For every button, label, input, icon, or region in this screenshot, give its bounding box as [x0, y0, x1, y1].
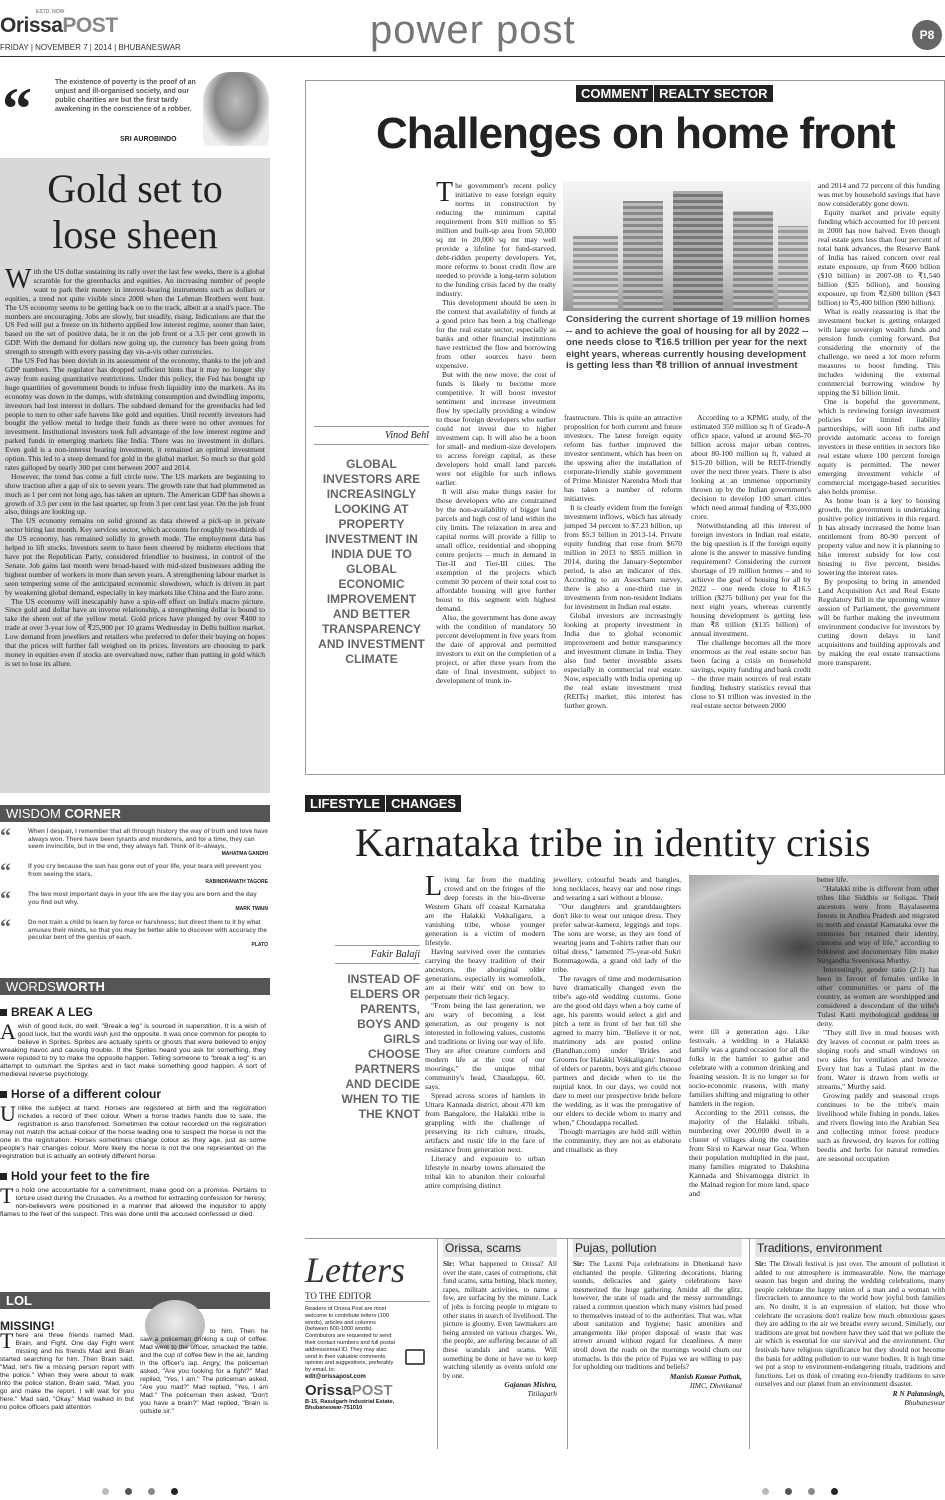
- letters-address-2: Bhubaneswar-751010: [305, 1404, 363, 1411]
- wisdom-title-a: WISDOM: [6, 806, 61, 821]
- aurobindo-portrait: [203, 72, 269, 146]
- letter-item: [749, 1239, 945, 1449]
- page-number-badge: [912, 20, 942, 50]
- quote-icon: “: [0, 823, 11, 848]
- letters-email: edit@orissapost.com: [305, 1373, 366, 1380]
- gold-p2: The US Fed has been dovish in its assessment of the economy, thanks to the job and GDP numbers. The regulator has dropped sufficient hints that it may no longer shy away from easing quantitative restrictions. Under this policy, the Fed has bought up huge quantities of government bonds to infuse fresh liquidity into the markets. As its economy was down in the dumps, with shrinking consumption and dwindling imports, investors had lost interest in dollars. The subdued demand for the greenbacks had led people to turn to other safe havens like gold and equities. Until recently investors had bought the yellow metal to hedge their funds as there were no other avenues for investment. Institutional investors took full advantage of the low interest regime and parked funds in emerging markets like India. There was no investment in dollars. Even gold is a non-interest bearing investment, it remained an optimal investment option. This led to a steep demand for gold in the global market. So much so that gold rates galloped by nearly 300 per cent between 2007 and 2014.: [5, 356, 265, 472]
- realty-byline: Vinod Behl: [314, 426, 429, 445]
- tribe-byline-block: [335, 945, 420, 1122]
- letters-subtitle: TO THE EDITOR: [305, 1291, 430, 1302]
- lol-text-left: There are three friends named Mad, Brain, and Fight. One day Fight went missing and his friends Mad and Brain started searching for him. Then Brain said, "Mad, let's file a missing person report with the police." When they were about to walk into the police station, Brain said, "Mad, you go and make the report. I will wait for you here." Mad said, "Okay." Mad walked in but no police officers paid attention: [0, 1328, 134, 1411]
- letter-author: R N Palatasingh,: [892, 1388, 945, 1398]
- quote-icon: “: [0, 858, 11, 884]
- wisdom-quote: [0, 823, 268, 858]
- wisdom-quote: [0, 858, 268, 886]
- registration-dot-icon: [785, 1488, 792, 1495]
- gold-body: [5, 264, 265, 669]
- wisdom-corner: [0, 805, 270, 970]
- tribe-article: [305, 795, 945, 1235]
- letter-headline: Orissa, scams: [443, 1239, 557, 1257]
- letter-headline: Traditions, environment: [755, 1239, 945, 1257]
- wisdom-quote: [0, 886, 268, 914]
- realty-tags: [576, 85, 773, 103]
- letter-author: Manish Kumar Pathak,: [669, 1371, 742, 1381]
- dateline: FRIDAY | NOVEMBER 7 | 2014 | BHUBANESWAR: [0, 43, 181, 52]
- section-title: power post: [370, 8, 576, 52]
- tribe-col-3: were till a generation ago. Like festivals, a wedding in a Halakki family was a grand occasion for all the folks in the hamlet to gather and celebrate with a common drinking and feasting session. It is no longer so for socio-economic reasons, with many families shifting and migrating to other hamlets in the region. According to the 2011 census, the majority of the Halakki tribals, numbering over 200,000 dwell in a cluster of villages along the coastline from Sirsi to Karwar near Goa. When their population multiplied in the past, many families migrated to Dakshina Kannada and Shivamogga district in the Malnad region for more land, space and: [689, 1027, 809, 1198]
- quote-box: [0, 70, 270, 150]
- tribe-col-2: jewellery, colourful beads and bangles, long necklaces, heavy ear and nose rings and wearing a sari without a blouse. "Our daughters and granddaughters don't like to wear our unique dress. They prefer salwar-kameez, leggings and tops. The sons are worse, as they are fond of wearing jeans and T-shirts rather than our tribal dress," lamented 75-year-old Sukri Bommagowda, a grand old lady of the tribe. The ravages of time and modernisation have dramatically changed even the tribe's age-old wedding customs. Gone are the good old days when a boy came of age, his parents would select a girl and pitch a tent in front of her hut till she agreed to marry him. "Believe it or not, matrimony ads are posted online (Bandhan.com) under 'Brides and Grooms for Halakki Vokkaligaru'. Instead of elders or parents, boys and girls choose partners and decide when to tie the nuptial knot. In our days, we could not dare to meet our prospective bride before the wedding, as it was the prerogative of our elders to decide whom to marry and when," Choudappa recalled. Though marriages are held still within the community, they are not as elaborate and ritualistic as they: [553, 875, 681, 1154]
- logo-orissa: Orissa: [0, 14, 63, 37]
- registration-dot-icon: [171, 1488, 178, 1495]
- wordsworth-item-head: Hold your feet to the fire: [0, 1169, 266, 1183]
- wordsworth: [0, 978, 270, 1284]
- registration-dot-icon: [125, 1488, 132, 1495]
- masthead: [0, 0, 945, 60]
- logo-tag: ESTD. NOW: [36, 9, 65, 15]
- quote-text: The existence of poverty is the proof of an unjust and ill-organised society, and our public charities are but the first tardy awakening in the conscience of a robber.: [55, 79, 196, 113]
- letters-logo-post: POST: [351, 1381, 393, 1399]
- gold-headline: Gold set to lose sheen: [47, 166, 223, 257]
- letters-section: [305, 1238, 945, 1453]
- logo-post: POST: [62, 14, 118, 37]
- page-number: P8: [919, 28, 935, 42]
- wordsworth-header: [0, 978, 270, 995]
- quote-author: SRI AUROBINDO: [120, 136, 177, 143]
- mail-icon: [405, 1349, 425, 1365]
- wordsworth-title-a: WORDS: [6, 979, 56, 994]
- quote-icon: “: [0, 913, 11, 939]
- realty-byline-block: [314, 426, 429, 667]
- tag-changes: CHANGES: [386, 795, 461, 812]
- wisdom-text: The two most important days in your life are the day you are born and the day you find out why.: [28, 891, 257, 906]
- realty-pullquote: GLOBAL INVESTORS ARE INCREASINGLY LOOKING AT PROPERTY INVESTMENT IN INDIA DUE TO GLOBAL ECONOMIC IMPROVEMENT AND BETTER TRANSPARENCY AND INVESTMENT CLIMATE: [318, 457, 425, 666]
- letters-logo: [305, 1382, 430, 1399]
- wordsworth-item-text: To hold one accountable for a commitment, make good on a promise. Pertains to torture used during the Crusades. As a method for extracting confession for heresy, non-believers were positioned in a manner that allowed the inquisitor to apply flames to the feet of the suspect. This was done until the accused confessed or died.: [0, 1183, 266, 1218]
- registration-marks-left: [0, 1482, 280, 1500]
- realty-col-2: frastructure. This is quite an attractive proposition for both current and future investors. The latest foreign equity reform has further improved the investor sentiment, which has been on the upswing after the installation of corporate-friendly stable government of Prime Minister Narendra Modi that has taken a number of reform initiatives. It is clearly evident from the foreign investment inflows, which has already jumped 34 percent to $7.23 billion, up from $5.3 billion in 2013-14. Private equity funding that rose from $670 million in 2013 to $855 million in 2014, during the January-September period, is also an indicator of this. According to an Assocham survey, there is also a one-third rise in investments from non-resident Indians for investment in Indian real estate. Global investors are increasingly looking at property investment in India due to global economic improvement and better transparency and investment climate in India. They also find better investible assets especially in commercial real estate. Now, especially with India opening up the real estate investment trust (REITs) market, this interest has further grown.: [564, 413, 682, 710]
- lol-text-right: to him. Then he saw a policeman drinking a cup of coffee. Mad went to the officer, smacked the table, and the cup of coffee flew in the air, landing in the officer's lap. Angry, the policeman asked, "Are you looking for a fight?" Mad replied, "Yes, I am." The policeman asked, "Are you mad?" Mad replied, "Yes, I am Mad." The policeman then asked, "Don't you have a brain?" Mad replied, "Brain is outside sir.": [140, 1328, 268, 1415]
- wisdom-quote: [0, 913, 268, 949]
- registration-dot-icon: [102, 1488, 109, 1495]
- gold-dropcap: W: [5, 264, 32, 295]
- tag-comment: COMMENT: [576, 85, 653, 102]
- tribe-pullquote: INSTEAD OF ELDERS OR PARENTS, BOYS AND GIRLS CHOOSE PARTNERS AND DECIDE WHEN TO TIE THE KNOT: [341, 972, 420, 1121]
- wisdom-author: RABINDRANATH TAGORE: [205, 878, 268, 885]
- masthead-rule: [0, 56, 945, 57]
- lol-section: [0, 1292, 270, 1452]
- building-photo: [563, 181, 811, 311]
- letter-place: Titilagarh: [527, 1389, 557, 1399]
- lol-header: LOL: [0, 1292, 270, 1309]
- realty-headline: Challenges on home front: [376, 109, 895, 158]
- tribe-byline: Fakir Balaji: [335, 945, 420, 964]
- letters-masthead: [305, 1249, 430, 1444]
- wisdom-text: When I despair, I remember that all through history the way of truth and love have always won. There have been tyrants and murderers, and for a time, they can seem invincible, but in the end, they always fall. Think of it--always.: [28, 828, 268, 851]
- tribe-col-4: better life. "Halakki tribe is different from other tribes like Siddhis or Soligas. Their ancestors were from Rayalaseema forests in Andhra Pradesh and migrated to north and coastal Karnataka over the centuries but retained their identity, customs and way of life," according to folklorist and documentary film maker Sirigandha Sreenivasa Murthy. Interestingly, gender ratio (2:1) has been in favour of females unlike in other communities or parts of the country, as women are worshipped and considered a descendant of the tribe's Tulasi Katti mythological goddess or deity. "They still live in mud houses with dry leaves of coconut or palm trees as sloping roofs and small windows on two sides for ventilation and breeze. Every hut has a Tulasi plant in the front. Water is drawn from wells or streams," Murthy said. Growing paddy and seasonal crops continues to be the tribe's main livelihood while fishing in ponds, lakes and rivers flowing into the Arabian Sea and collecting minor forest produce such as firewood, dry leaves for rolling beedis and herbs for natural remedies are seasonal occupation: [817, 875, 939, 1163]
- registration-dot-icon: [831, 1488, 838, 1495]
- logo: [0, 14, 118, 38]
- letter-author: Gajanan Mishra,: [504, 1380, 557, 1390]
- wisdom-text: Do not train a child to learn by force or harshness; but direct them to it by what amuses their minds, so that you may be better able to discover with accuracy the peculiar bent of the genius of each.: [28, 918, 267, 942]
- letter-place: Bhubaneswar: [904, 1397, 945, 1407]
- lol-headline: MISSING!: [0, 1319, 55, 1333]
- gold-p1: ith the US dollar sustaining its rally over the last few weeks, there is a global scramble for the greenbacks and equities. An increasing number of people want to park their money in interest-bearing instruments such as dollars or equities, a trend not quite visible since 2008 when the Lehman Brothers went bust. The US economy seems to be getting back on to the track, albeit at a snail's pace. The numbers are encouraging. Jobs are slowly, but steadily, rising. Indications are that the US Fed will put a freeze on its hitherto applied low interest regime, sooner than later, based on the set of positive data, be it on the job front or a 3.5 per cent growth in GDP. With the demand for dollars now going up, the currency has been going from strength to strength with every passing day vis-a-vis other currencies.: [5, 267, 265, 357]
- gold-p5: The US economy will inescapably have a spin-off effect on India's macro picture. Since gold and dollar have an inverse relationship, a strengthening dollar is bound to take the sheen out of the yellow metal. Gold prices have plunged by over ₹400 to trade at over 3-year low of ₹25,900 per 10 grams Wednesday in Delhi bullion market. Low demand from jewellers and retailers who preferred to defer their buying on hopes that the prices will further fall weighed on its prices. Investors are choosing to park money in equities even if stocks are overvalued now, rather than putting in gold which is set to lose its allure.: [5, 596, 265, 668]
- quote-icon: “: [0, 886, 11, 912]
- wisdom-header: [0, 805, 270, 822]
- wisdom-title-b: CORNER: [64, 806, 121, 821]
- letters-title: Letters: [305, 1250, 406, 1290]
- registration-dot-icon: [148, 1488, 155, 1495]
- letters-info: Readers of Orissa Post are most welcome to contribute letters (100 words), articles and columns (between 600-1000 words). Contributors are requested to send their contact numbers and full postal address/email ID. They may also send in their valuable comments, opinion and suggestions, preferably by email, to:: [305, 1306, 395, 1374]
- letter-item: [567, 1239, 742, 1449]
- wisdom-author: MARK TWAIN: [235, 906, 268, 913]
- quote-icon: “: [2, 76, 32, 142]
- tag-lifestyle: LIFESTYLE: [305, 795, 385, 812]
- letter-body: Sir: The Laxmi Puja celebrations in Dhenkanal have enchanted the people. Glittering decorations, blaring sounds, delicacies and gaiety celebrations have mesmerized the huge gathering. Amidst all the glitz, however, the state of roads and the messy surroundings raised a common question which many visitors had posed to themselves instead of to the authorities. That was, what about sanitation and hygiene; basic amenities and arrangements like proper disposal of waste that was strewn around without regard for cleanliness. A mere stroll down the roads on the mornings would churn our stomachs. Is this the price of Pujas we are willing to pay for upholding our traditions and beliefs?: [573, 1260, 743, 1372]
- wordsworth-item-head: Horse of a different colour: [0, 1087, 266, 1101]
- wisdom-author: MAHATMA GANDHI: [221, 850, 268, 857]
- wordsworth-title-b: WORTH: [55, 979, 105, 994]
- registration-dot-icon: [808, 1488, 815, 1495]
- realty-col-1: T he government's recent policy initiative to ease foreign equity norms in construction by reducing the minimum capital requirement from $10 million to $5 million and built-up area from 50,000 sq mt to 20,000 sq mt may well provide a lifeline for fund-starved, debt-ridden property developers. Yet, more reforms to boost credit flow are needed to provide a long-term solution to the funding crisis faced by the realty industry. This development should be seen in the context that availability of funds at a good price has been a big challenge for the real estate sector, especially as banks and other financial institutions have restricted the flow and borrowing from other sources have been expensive. But with the new move, the cost of funds is likely to become more competitive. It will boost investor sentiment and increase investment flow by specially providing a window to those foreign developers who earlier could not invest due to higher investment cap. It will also be a boon for small- and medium-size developers to access foreign capital, as these developers hold small land parcels were not eligible for such inflows earlier. It will also make things easier for those developers who are constrained by the non-availability of bigger land parcels and high cost of land within the city limits. The relaxation in area and capital norms will provide a fillip to small office, residential and shopping centre projects – much in demand in Tier-II and Tier-III cities. The exemption of the projects which commit 30 percent of their total cost to affordable housing will give further boost to this segment with highest demand. Also, the government has done away with the condition of mandatory 50 percent development in five years from the date of approval and permitted investors to exit on the completion of a project, or after three years from the date of final investment, subject to development of trunk in-: [436, 177, 556, 685]
- tribe-col-1: L iving far from the madding crowd and on the fringes of the deep forests in the bio-diverse Western Ghats off coastal Karnataka are the Halakki Vokkaligaru, a vanishing tribe, whose younger generation is a victim of modern lifestyle. Having survived over the centuries carrying the heavy tradition of their ancestors, the aboriginal older generations, especially its womenfolk, are at their wits' end on how to perpetuate their rich legacy. "From being the last generation, we are wary of becoming a lost generation, as our progeny is not interested in following values, customs and traditions or living our way of life. They are after creature comforts and modern life at the cost of our moorings," the unique tribal community's head, Chaudappa, 60, says. Spread across scores of hamlets in Uttara Kannada district, about 470 km from Bangalore, the Halakki tribe is grappling with the challenge of preserving its rich culture, rituals, artifacts and rustic life in the face of resistance from generation next. Literacy and exposure to urban lifestyle in nearby towns alienated the tribal kin to abandon their colourful attire comprising distinct: [425, 871, 545, 1190]
- tag-realty: REALTY SECTOR: [654, 85, 772, 102]
- realty-col-3: According to a KPMG study, of the estimated 350 million sq ft of Grade-A office space, valued at around $65-70 billion across major urban centres, about 80-100 million sq ft, valued at $15-20 billion, will be REIT-friendly over the next three years. There is also looking at an immense opportunity thrown up by the Indian government's decision to develop 100 smart cities which need annual funding of ₹35,000 crore. Notwithstanding all this interest of foreign investors in Indian real estate, the big question is if the foreign equity alone is the answer to massive funding requirement? Considering the current shortage of 19 million homes – and to achieve the goal of housing for all by 2022 – one needs close to ₹16.5 trillion ($275 billion) per year for the next eight years, whereas currently housing development is getting less than ₹8 trillion ($135 billion) of annual investment. The challenge becomes all the more enormous as the real estate sector has been facing a crisis on household savings, equity funding and bank credit – the three main sources of real estate funding. Industry statistics reveal that close to $1 trillion was invested in the real estate sector between 2000: [691, 413, 811, 710]
- tribe-headline: Karnataka tribe in identity crisis: [355, 820, 871, 865]
- letter-headline: Pujas, pollution: [573, 1239, 742, 1257]
- realty-col-4: and 2014 and 72 percent of this funding was met by household savings that have now considerably gone down. Equity market and private equity funding which accounted for 10 percent in 2000 has now halved. Even though real estate gets less than four percent of total bank advances, the Reserve Bank of India has raised concern over real estate exposure, up from ₹600 billion ($10 billion) in 2007-08 to ₹1,540 billion ($25 billion), and housing exposure, up from ₹2,600 billion ($43 billion) to ₹5,400 billion ($90 billion). What is really reassuring is that the investment bucket is getting enlarged with large sovereign wealth funds and pension funds coming forward. But considering the enormity of the challenge, we need a lot more reform measures to boost funding. This includes widening the external commercial borrowing window by upping the $1 billion limit. One is hopeful the government, which is reviewing foreign investment policies for limited liability partnerships, will soon lift curbs and provide automatic access to foreign investors in these entities in sectors like real estate where 100 percent foreign equity is permitted. The newer emerging investment vehicle of commercial mortgage-based securities also holds promise. As home loan is a key to housing growth, the government is undertaking positive policy initiatives in this regard. It has already increased the home loan entitlement from 80-90 percent of property value and now it is planning to hike interest subsidy for low cost housing to five percent, besides lowering the interest rates. By proposing to bring in amended Land Acquisition Act and Real Estate Regulatory Bill in the upcoming winter session of Parliament, the government will be further making the investment environment conducive for investors by cutting down delays in land acquisitions and building approvals and by making the real estate transactions more transparent.: [818, 181, 940, 667]
- gold-p3: However, the trend has come a full circle now. The US markets are beginning to show traction after a gap of six to seven years. The growth rate that had plummeted as much as 1 per cent not long ago, has taken an upturn. The American GDP has shown a growth of 3.5 per cent in the last quarter, up from 3 per cent last year. On the job front also, things are looking up.: [5, 471, 265, 517]
- letters-address-1: B-15, Rasulgarh Industrial Estate,: [305, 1398, 395, 1405]
- realty-article: [305, 80, 945, 775]
- registration-marks-right: [660, 1482, 940, 1500]
- tribe-tags: [305, 795, 461, 813]
- letter-body: Sir: The Diwali festival is just over. The amount of pollution it added to our atmosphere is immeasurable. Now, the marriage season has begun and during the wedding celebrations, many people celebrate the happy union of a man and a woman with firecrackers to announce to the world how joyful both families are. No doubt, it is an expression of elation, but those who celebrate the occasions don't realize how much obnoxious gases they are adding to the air we breathe every second. Similarly, our traditions are great but nowhere have they said that we pollute the air which is essential for our survival and the environment. Our festivals have religious significance but they should not become the basis for adding pollution to our water bodies. It is high time we put a stop to environment-endangering rituals, traditions and functions. Let us think of creating eco-friendly traditions to save ourselves and our planet from an environment disaster.: [755, 1260, 945, 1389]
- letters-logo-orissa: Orissa: [305, 1381, 352, 1399]
- photo-caption: Considering the current shortage of 19 million homes -- and to achieve the goal of housing for all by 2022 -- one needs close to ₹16.5 trillion per year for the next eight years, whereas currently housing development is getting less than ₹8 trillion of annual investment: [566, 314, 811, 371]
- gold-p4: The US economy remains on solid ground as data showed a pick-up in private sector hiring last month. Key services sector, which accounts for roughly two-thirds of the US economy, has remained solidly in growth mode. The employment data has helped to lift stocks. Investors seem to have been cheered by midterm elections that have put the Republican Party, considered friendlier to business, in control of the Senate. Job gains last month were broad-based with mid-sized businesses adding the highest number of workers in more than seven years. A strengthening labour market is seen tempering some of the anticipated economic slowdown, which is driven in part by weakening global demand, especially in key markets like China and the Euro zone.: [5, 516, 265, 597]
- registration-dot-icon: [762, 1488, 769, 1495]
- wisdom-author: PLATO: [251, 941, 268, 948]
- wisdom-list: [0, 822, 270, 949]
- wordsworth-item-head: BREAK A LEG: [0, 1005, 266, 1019]
- letter-body: Sir: What happened to Orissa? All over the state, cases of corruptions, chit fund scams, satta betting, black money, rapes, militant activities, to name a few, are surfacing by the minute. Lack of jobs is forcing people to migrate to other states in search of livelihood. The picture is gloomy. Even lawmakers are being arrested on various charges. We, the people, are suffering because of all these scandals and scams. Will something be done or have we to keep watching silently as events unfold one by one.: [443, 1260, 557, 1380]
- wordsworth-item-text: Awish of good luck, do well. "Break a leg" is sourced in superstition. It is a wish of good luck, but the words wish just the opposite. It was once common for people to believe in Sprites. Sprites are actually spirits or ghosts that were believed to enjoy wreaking havoc and causing trouble. If the Sprites heard you ask for something, they were reputed to try to make the opposite happen. Telling someone to "break a leg" is an attempt to outsmart the Sprites and in fact make something good happen. A sort of medieval reverse psychology.: [0, 1019, 266, 1078]
- wisdom-text: If you cry because the sun has gone out of your life, your tears will prevent you from seeing the stars.: [28, 863, 262, 878]
- gold-article: [0, 158, 270, 793]
- wordsworth-item-text: Unlike the subject at hand. Horses are registered at birth and the registration includes a record of their colour. When a horse trades hands due to sale, the registration is also transferred. Sometimes the colour recorded on the registration may not match the actual colour of the horse leading one to suspect the horse is not the one in the registration. Horses sometimes change colour as they age, just as some people's hair changes colour. More likely the horse is not the one represented on the registration but is actually an entirely different horse.: [0, 1101, 266, 1160]
- letter-place: IIMC, Dhenkanal: [689, 1380, 742, 1390]
- letter-item: [437, 1239, 557, 1449]
